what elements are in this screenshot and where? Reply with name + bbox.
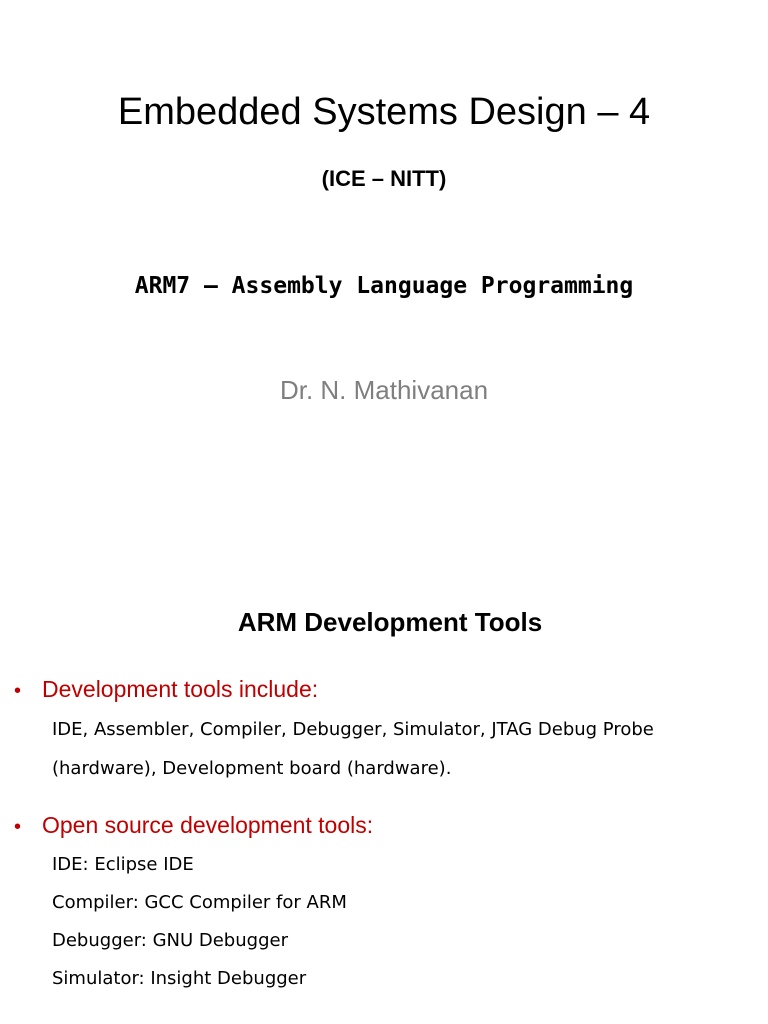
bullet-line: Compiler: GCC Compiler for ARM [52,892,347,913]
bullet-line: IDE, Assembler, Compiler, Debugger, Simulator, JTAG Debug Probe [52,719,654,740]
author-name: Dr. N. Mathivanan [279,375,489,405]
bullet-heading: Open source development tools: [42,812,374,838]
content-slide-title: ARM Development Tools [237,607,543,637]
bullet-dot-icon: • [14,816,22,838]
slide-subtitle: (ICE – NITT) [321,166,447,191]
bullet-dot-icon: • [14,680,22,702]
bullet-line: IDE: Eclipse IDE [52,854,194,875]
bullet-line: Simulator: Insight Debugger [52,968,307,989]
bullet-open-source-tools [14,808,373,844]
bullet-line: (hardware), Development board (hardware). [52,758,452,779]
bullet-line: Debugger: GNU Debugger [52,930,288,951]
bullet-heading: Development tools include: [42,676,319,702]
content-slide [0,560,768,1024]
slide-title: Embedded Systems Design – 4 [117,91,651,133]
bullet-development-tools [14,672,318,708]
slide-topic: ARM7 – Assembly Language Programming [134,273,634,299]
